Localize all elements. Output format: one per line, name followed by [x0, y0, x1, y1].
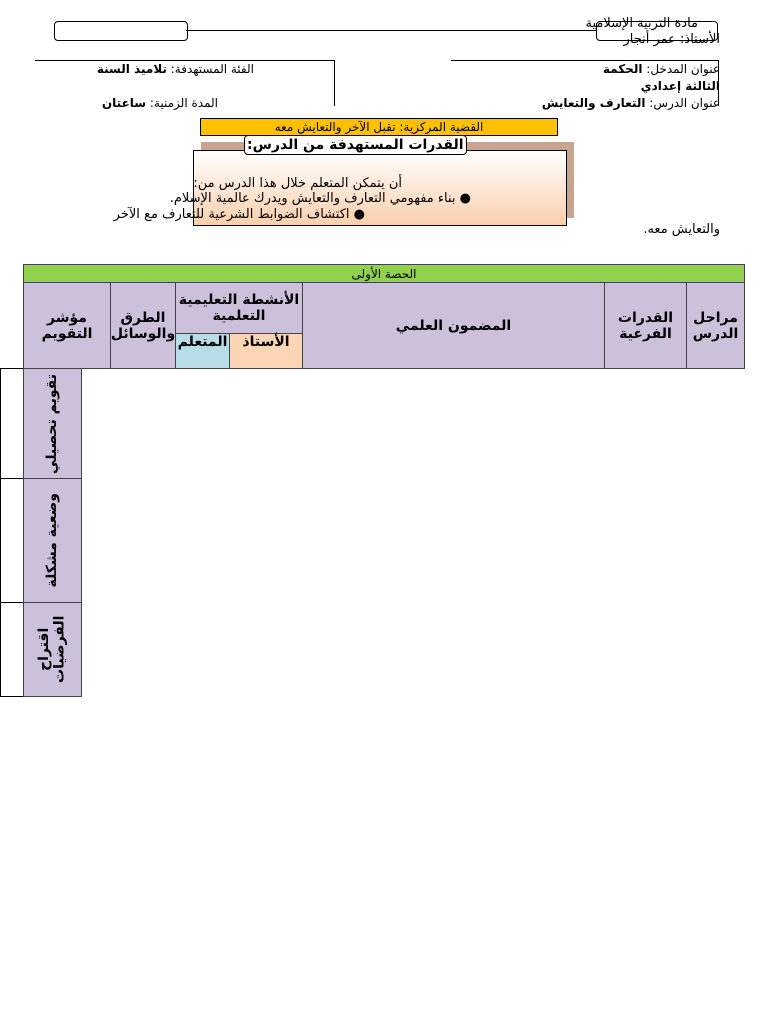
stage-evaluation-label: تقويم تحصيلي	[43, 373, 60, 474]
row-sep-4	[0, 696, 24, 697]
stage-evaluation	[23, 368, 82, 479]
target-label: الفئة المستهدفة:	[170, 62, 254, 76]
entry-label: عنوان المدخل:	[646, 62, 720, 76]
stage-hypotheses-label: اقتراح الفرضيات	[36, 615, 68, 684]
header-stages: مراحل الدرس	[686, 282, 745, 369]
row-left-border	[0, 368, 1, 697]
session-title: الحصة الأولى	[23, 264, 745, 283]
header-methods: الطرق والوسائل	[110, 282, 176, 369]
right-bracket-top	[451, 60, 719, 61]
target-value: تلاميذ السنة	[96, 62, 167, 76]
lesson-value: التعارف والتعايش	[541, 96, 646, 110]
objective-item-2	[114, 207, 365, 222]
row-sep-3	[0, 602, 24, 603]
teacher-name: الأستاذ: عمر أنجار	[623, 32, 720, 47]
objectives-title: القدرات المستهدفة من الدرس:	[244, 135, 467, 155]
objective-text-2: اكتشاف الضوابط الشرعية للتعارف مع الآخر	[113, 207, 350, 222]
objective-text-1: بناء مفهومي التعارف والتعايش ويدرك عالمية الإسلام.	[169, 191, 456, 206]
left-bracket-side	[334, 60, 335, 106]
central-issue-banner: القضية المركزية: تقبل الآخر والتعايش معه	[200, 118, 558, 136]
header-sub-abilities: القدرات الفرعية	[604, 282, 687, 369]
grade	[641, 79, 720, 93]
grade-value: الثالثة إعدادي	[640, 79, 720, 93]
target-group	[97, 62, 254, 76]
duration-label: المدة الزمنية:	[149, 96, 218, 110]
header-learner: المتعلم	[175, 333, 230, 369]
objective-item-1	[170, 191, 471, 206]
row-sep-2	[0, 478, 24, 479]
objectives-intro: أن يتمكن المتعلم خلال هذا الدرس من:	[193, 176, 402, 191]
entry-value: الحكمة	[602, 62, 643, 76]
stage-problem-label: وضعية مشكلة	[43, 493, 60, 588]
left-header-box	[54, 21, 188, 41]
left-bracket-top	[35, 60, 335, 61]
row-sep-1	[0, 368, 24, 369]
bullet-icon: ●	[459, 191, 471, 206]
stage-hypotheses	[23, 602, 82, 697]
header-activities: الأنشطة التعليمية التعلمية	[175, 282, 303, 334]
bullet-icon: ●	[353, 207, 365, 222]
header-evaluation: مؤشر التقويم	[23, 282, 111, 369]
subject-title: مادة التربية الإسلامية	[585, 16, 698, 31]
duration	[102, 96, 218, 110]
header-content: المضمون العلمي	[302, 282, 605, 369]
entry-title	[603, 62, 720, 76]
duration-value: ساعتان	[101, 96, 147, 110]
lesson-title	[542, 96, 720, 110]
stage-problem	[23, 478, 82, 603]
lesson-label: عنوان الدرس:	[649, 96, 720, 110]
header-top-line	[186, 30, 596, 31]
objectives-continuation: والتعايش معه.	[643, 222, 720, 237]
header-teacher: الأستاذ	[229, 333, 303, 369]
